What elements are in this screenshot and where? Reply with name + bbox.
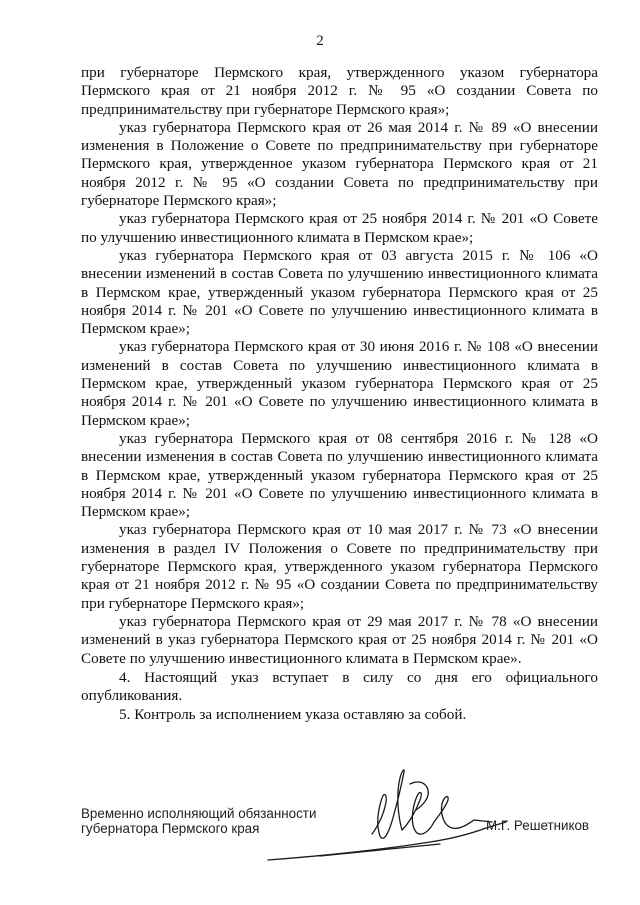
signatory-name: М.Г. Решетников [486, 818, 590, 833]
signatory-position-line2: губернатора Пермского края [81, 821, 260, 836]
handwritten-signature [260, 764, 510, 874]
paragraph-decree: указ губернатора Пермского края от 10 мая 2017 г. № 73 «О внесении изменения в раздел IV Положения о Совете по предпринимательству при губернаторе Пермского края, утвержденного указом губернатора Пермского края от 21 ноября 2012 г. № 95 «О создании Совета по предпринимательству при губернаторе Пермского края»; [81, 521, 598, 612]
page-number: 2 [316, 33, 324, 49]
paragraph-decree: указ губернатора Пермского края от 29 мая 2017 г. № 78 «О внесении изменений в указ губернатора Пермского края от 25 ноября 2014 г. № 201 «О Совете по улучшению инвестиционного климата в Пермском крае». [81, 612, 598, 667]
paragraph-point-4: 4. Настоящий указ вступает в силу со дня его официального опубликования. [81, 668, 598, 705]
signatory-position-line1: Временно исполняющий обязанности [81, 806, 317, 821]
paragraph-decree: указ губернатора Пермского края от 26 мая 2014 г. № 89 «О внесении изменения в Положение о Совете по предпринимательству при губернаторе Пермского края, утвержденное указом губернатора Пермского края от 21 ноября 2012 г. № 95 «О создании Совета по предпринимательству при губернаторе Пермского края»; [81, 118, 598, 210]
paragraph-decree: указ губернатора Пермского края от 25 ноября 2014 г. № 201 «О Совете по улучшению инвестиционного климата в Пермском крае»; [81, 210, 598, 246]
paragraph-decree: указ губернатора Пермского края от 03 августа 2015 г. № 106 «О внесении изменений в состав Совета по улучшению инвестиционного климата в Пермском крае, утвержденный указом губернатора Пермского края от 25 ноября 2014 г. № 201 «О Совете по улучшению инвестиционного климата в Пермском крае»; [81, 246, 598, 338]
document-body [81, 64, 598, 725]
paragraph-decree: указ губернатора Пермского края от 08 сентября 2016 г. № 128 «О внесении изменения в состав Совета по улучшению инвестиционного климата в Пермском крае, утвержденный указом губернатора Пермского края от 25 ноября 2014 г. № 201 «О Совете по улучшению инвестиционного климата в Пермском крае»; [81, 429, 598, 521]
paragraph-decree: указ губернатора Пермского края от 30 июня 2016 г. № 108 «О внесении изменений в состав Совета по улучшению инвестиционного климата в Пермском крае, утвержденный указом губернатора Пермского края от 25 ноября 2014 г. № 201 «О Совете по улучшению инвестиционного климата в Пермском крае»; [81, 338, 598, 429]
paragraph-point-5: 5. Контроль за исполнением указа оставляю за собой. [119, 706, 467, 724]
paragraph-continuation: при губернаторе Пермского края, утвержденного указом губернатора Пермского края от 21 ноября 2012 г. № 95 «О создании Совета по предпринимательству при губернаторе Пермского края»; [81, 64, 598, 118]
